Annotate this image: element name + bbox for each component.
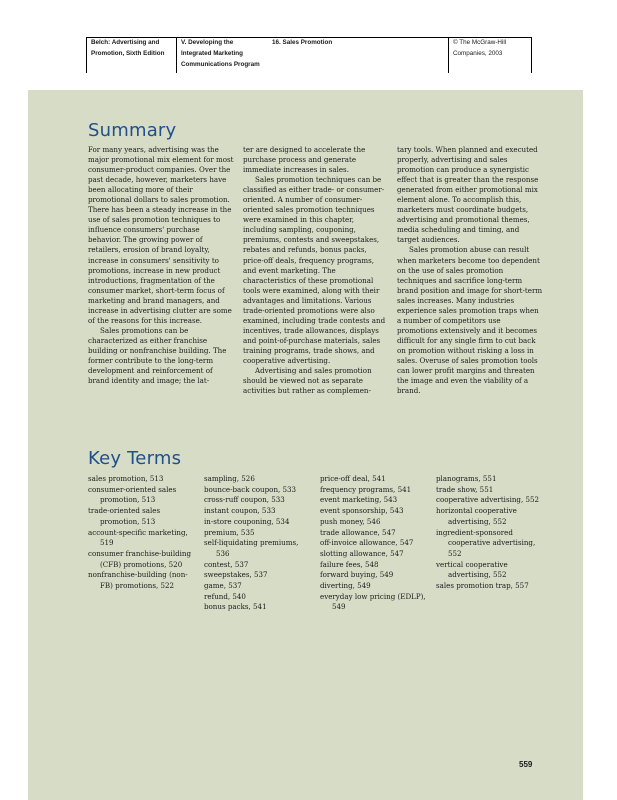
header-part-line: V. Developing the bbox=[181, 39, 234, 46]
key-term: diverting, 549 bbox=[320, 581, 371, 591]
key-term: everyday low pricing (EDLP), 549 bbox=[320, 591, 426, 612]
header-copyright-line: © The McGraw-Hill bbox=[453, 39, 507, 46]
key-term: price-off deal, 541 bbox=[320, 474, 386, 483]
key-term: sales promotion trap, 557 bbox=[436, 581, 529, 591]
key-term: bonus packs, 541 bbox=[204, 602, 267, 612]
key-term: cross-ruff coupon, 533 bbox=[204, 495, 285, 505]
header-chapter-label: 16. Sales Promotion bbox=[272, 39, 333, 46]
running-header bbox=[86, 37, 532, 73]
key-term: trade show, 551 bbox=[436, 484, 494, 494]
summary-paragraph: ter are designed to accelerate the purchase process and generate immediate increases in sales. bbox=[243, 145, 366, 175]
key-term: sales promotion, 513 bbox=[88, 474, 164, 483]
summary-paragraph: For many years, advertising was the major promotional mix element for most consumer-product companies. Over the past decade, however, marketers have been allocating more of their promotional dollars to sales promotion. There has been a steady increase in the use of sales promotion techniques to influence consumers' purchase behavior. The growing power of retailers, erosion of brand loyalty, increase in consumers' sensitivity to promotions, increase in new product introductions, fragmentation of the consumer market, short-term focus of marketing and brand managers, and increase in advertising clutter are some of the reasons for this increase. bbox=[88, 145, 234, 325]
key-term: trade-oriented sales promotion, 513 bbox=[88, 506, 161, 526]
summary-column-1 bbox=[88, 145, 234, 386]
summary-paragraph: Sales promotion techniques can be classified as either trade- or consumer-oriented. A number of consumer-oriented sales promotion techniques were examined in this chapter, including sampling, couponing, premiums, contests and sweepstakes, rebates and refunds, bonus packs, price-off deals, frequency programs, and event marketing. The characteristics of these promotional tools were examined, along with their advantages and limitations. Various trade-oriented promotions were also examined, including trade contests and incentives, trade allowances, displays and point-of-purchase materials, sales training programs, trade shows, and cooperative advertising. bbox=[243, 175, 386, 365]
key-term: frequency programs, 541 bbox=[320, 484, 412, 494]
key-terms-column-1 bbox=[88, 474, 198, 592]
key-term: event marketing, 543 bbox=[320, 495, 398, 505]
summary-paragraph: tary tools. When planned and executed properly, advertising and sales promotion can produce a synergistic effect that is greater than the response generated from either promotional mix element alone. To accomplish this, marketers must coordinate budgets, advertising and promotional themes, media scheduling and timing, and target audiences. bbox=[397, 145, 539, 245]
key-term: contest, 537 bbox=[204, 559, 249, 569]
key-term: sampling, 526 bbox=[204, 474, 255, 483]
summary-paragraph: Advertising and sales promotion should be viewed not as separate activities but rather as complemen- bbox=[243, 366, 372, 396]
key-term: slotting allowance, 547 bbox=[320, 548, 404, 558]
key-term: in-store couponing, 534 bbox=[204, 516, 290, 526]
summary-title: Summary bbox=[88, 120, 177, 141]
key-term: self-liquidating premiums, 536 bbox=[204, 538, 299, 558]
key-term: consumer franchise-building (CFB) promotions, 520 bbox=[88, 548, 192, 569]
header-book-line: Belch: Advertising and bbox=[91, 39, 160, 46]
key-terms-title: Key Terms bbox=[88, 448, 182, 469]
key-term: account-specific marketing, 519 bbox=[88, 527, 188, 548]
key-term: event sponsorship, 543 bbox=[320, 506, 404, 516]
key-term: nonfranchise-building (non-FB) promotions, 522 bbox=[88, 570, 188, 591]
key-term: refund, 540 bbox=[204, 591, 246, 601]
header-part-line: Integrated Marketing bbox=[181, 50, 243, 57]
header-copyright bbox=[448, 37, 532, 73]
key-terms-column-3 bbox=[320, 474, 434, 613]
header-part bbox=[176, 37, 268, 73]
key-terms-column-4 bbox=[436, 474, 548, 592]
page-number: 559 bbox=[519, 760, 533, 769]
key-term: sweepstakes, 537 bbox=[204, 570, 268, 580]
key-terms-column-2 bbox=[204, 474, 314, 613]
summary-column-3 bbox=[397, 145, 543, 396]
key-term: vertical cooperative advertising, 552 bbox=[436, 559, 508, 580]
key-term: bounce-back coupon, 533 bbox=[204, 484, 297, 494]
header-copyright-line: Companies, 2003 bbox=[453, 50, 503, 57]
header-chapter bbox=[268, 37, 448, 73]
summary-paragraph: Sales promotion abuse can result when marketers become too dependent on the use of sales promotion techniques and sacrifice long-term brand position and image for short-term sales increases. Many industries experience sales promotion traps when a number of competitors use promotions extensively and it becomes difficult for any single firm to cut back on promotion without risking a loss in sales. Overuse of sales promotion tools can lower profit margins and threaten the image and even the viability of a brand. bbox=[397, 245, 543, 396]
header-book bbox=[86, 37, 176, 73]
header-book-line: Promotion, Sixth Edition bbox=[91, 50, 165, 57]
summary-column-2 bbox=[243, 145, 389, 396]
header-part-line: Communications Program bbox=[181, 61, 260, 68]
key-term: game, 537 bbox=[204, 581, 242, 591]
key-term: failure fees, 548 bbox=[320, 559, 379, 569]
key-term: instant coupon, 533 bbox=[204, 506, 276, 516]
key-term: trade allowance, 547 bbox=[320, 527, 396, 537]
summary-paragraph: Sales promotions can be characterized as either franchise building or nonfranchise building. The former contribute to the long-term development and reinforcement of brand identity and image; the lat- bbox=[88, 325, 227, 386]
key-term: cooperative advertising, 552 bbox=[436, 495, 540, 505]
key-term: forward buying, 549 bbox=[320, 570, 394, 580]
key-term: planograms, 551 bbox=[436, 474, 497, 483]
key-term: off-invoice allowance, 547 bbox=[320, 538, 414, 548]
key-term: premium, 535 bbox=[204, 527, 255, 537]
key-term: horizontal cooperative advertising, 552 bbox=[436, 506, 517, 526]
key-term: ingredient-sponsored cooperative advertising, 552 bbox=[436, 527, 536, 558]
key-term: consumer-oriented sales promotion, 513 bbox=[88, 484, 177, 505]
key-term: push money, 546 bbox=[320, 516, 381, 526]
